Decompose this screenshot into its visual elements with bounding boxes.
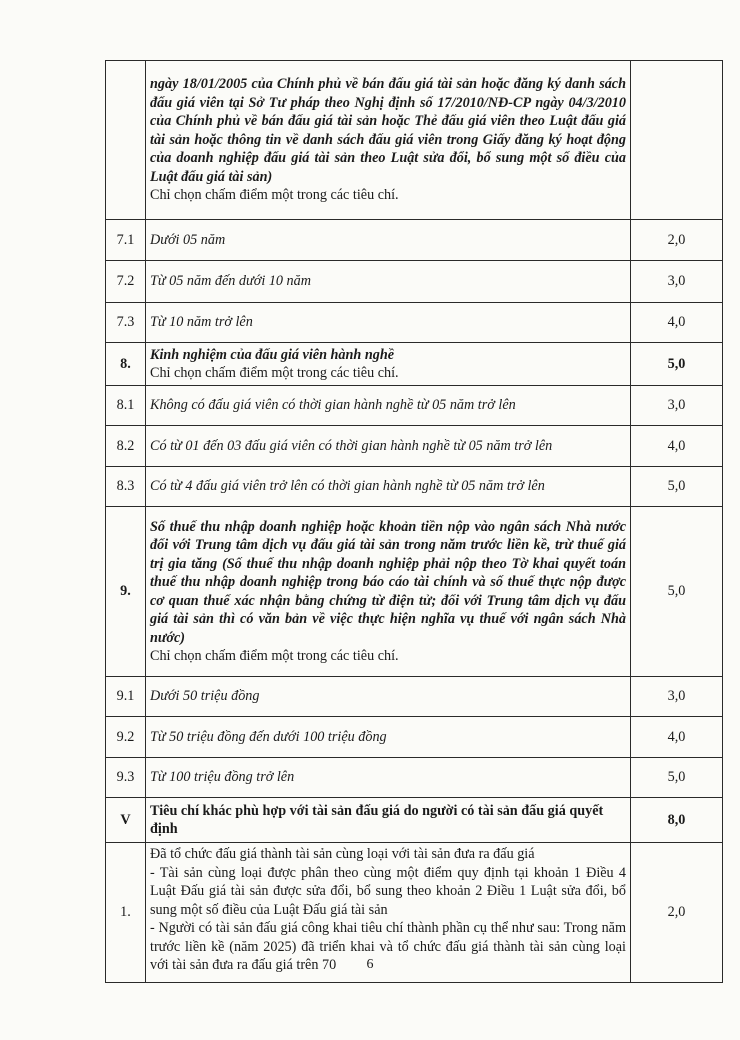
criterion-subitem: - Tài sản cùng loại được phân theo cùng một điểm quy định tại khoản 1 Điều 4 Luật Đấu giá tài sản được sửa đổi, bổ sung theo khoản 2 Điều 1 Luật sửa đổi, bổ sung một số điều của Luật Đấu giá tài sản	[150, 864, 626, 918]
table-row	[106, 758, 723, 798]
row-number: 7.1	[106, 220, 146, 261]
row-score: 3,0	[631, 386, 723, 426]
criterion-note: Chỉ chọn chấm điểm một trong các tiêu chí.	[150, 187, 399, 204]
table-row	[106, 798, 723, 843]
row-number: 9.2	[106, 717, 146, 758]
table-row	[106, 303, 723, 343]
criterion-text: Không có đấu giá viên có thời gian hành nghề từ 05 năm trở lên	[146, 386, 631, 426]
row-number: 8.3	[106, 467, 146, 507]
table-row	[106, 507, 723, 677]
criterion-text: Từ 05 năm đến dưới 10 năm	[146, 261, 631, 303]
row-number: 8.	[106, 343, 146, 386]
row-number: 1.	[106, 843, 146, 983]
row-score: 4,0	[631, 717, 723, 758]
criterion-text: Dưới 50 triệu đồng	[146, 677, 631, 717]
criterion-text: Dưới 05 năm	[146, 220, 631, 261]
row-score: 5,0	[631, 343, 723, 386]
criterion-text: Từ 50 triệu đồng đến dưới 100 triệu đồng	[146, 717, 631, 758]
criterion-note: Chỉ chọn chấm điểm một trong các tiêu chí.	[150, 648, 399, 664]
table-row	[106, 61, 723, 220]
row-number: 7.2	[106, 261, 146, 303]
criterion-subitem: - Người có tài sản đấu giá công khai tiêu chí thành phần cụ thể như sau: Trong năm trước liền kề (năm 2025) đã triển khai và tổ chức đấu giá thành tài sản cùng loại với tài sản đưa ra đấu giá trên 70	[150, 920, 626, 973]
criterion-text: Tiêu chí khác phù hợp với tài sản đấu giá do người có tài sản đấu giá quyết định	[146, 798, 631, 843]
row-score: 5,0	[631, 758, 723, 798]
row-number: 8.2	[106, 426, 146, 467]
table-row	[106, 677, 723, 717]
criterion-text: Có từ 01 đến 03 đấu giá viên có thời gian hành nghề từ 05 năm trở lên	[146, 426, 631, 467]
row-score	[631, 61, 723, 220]
row-number: V	[106, 798, 146, 843]
page-number: 6	[366, 957, 374, 972]
row-score: 2,0	[631, 843, 723, 983]
criterion-text: Đã tổ chức đấu giá thành tài sản cùng loại với tài sản đưa ra đấu giá	[150, 846, 535, 862]
row-score: 4,0	[631, 303, 723, 343]
criteria-table	[105, 60, 723, 983]
row-score: 8,0	[631, 798, 723, 843]
row-score: 3,0	[631, 261, 723, 303]
row-content	[146, 343, 631, 386]
row-score: 3,0	[631, 677, 723, 717]
criterion-text: Từ 10 năm trở lên	[146, 303, 631, 343]
row-score: 5,0	[631, 507, 723, 677]
row-number: 7.3	[106, 303, 146, 343]
criterion-note: Chỉ chọn chấm điểm một trong các tiêu chí.	[150, 365, 399, 381]
row-score: 2,0	[631, 220, 723, 261]
table-row	[106, 261, 723, 303]
criterion-text: ngày 18/01/2005 của Chính phủ về bán đấu giá tài sản hoặc đăng ký danh sách đấu giá viên tại Sở Tư pháp theo Nghị định số 17/2010/NĐ-CP ngày 04/3/2010 của Chính phủ về bán đấu giá tài sản hoặc Thẻ đấu giá viên theo Luật đấu giá tài sản hoặc thông tin về danh sách đấu giá viên trong Giấy đăng ký hoạt động của doanh nghiệp đấu giá tài sản theo Luật sửa đổi, bổ sung một số điều của Luật đấu giá tài sản)	[150, 76, 626, 185]
table-row	[106, 717, 723, 758]
table-row	[106, 426, 723, 467]
criterion-text: Số thuế thu nhập doanh nghiệp hoặc khoản tiền nộp vào ngân sách Nhà nước đối với Trung tâm dịch vụ đấu giá tài sản trong năm trước liền kề, trừ thuế giá trị gia tăng (Số thuế thu nhập doanh nghiệp phải nộp theo Tờ khai quyết toán thuế thu nhập doanh nghiệp trong báo cáo tài chính và số thuế thực nộp được cơ quan thuế xác nhận bằng chứng từ điện tử; đối với Trung tâm dịch vụ đấu giá tài sản thì có văn bản về việc thực hiện nghĩa vụ thuế với ngân sách Nhà nước)	[150, 518, 626, 646]
criterion-text: Kinh nghiệm của đấu giá viên hành nghề	[150, 346, 395, 363]
row-number: 9.	[106, 507, 146, 677]
row-number: 9.1	[106, 677, 146, 717]
table-row	[106, 386, 723, 426]
row-number	[106, 61, 146, 220]
criterion-text: Từ 100 triệu đồng trở lên	[146, 758, 631, 798]
table-row	[106, 343, 723, 386]
row-number: 9.3	[106, 758, 146, 798]
row-number: 8.1	[106, 386, 146, 426]
row-score: 5,0	[631, 467, 723, 507]
table-row	[106, 220, 723, 261]
criterion-text: Có từ 4 đấu giá viên trở lên có thời gian hành nghề từ 05 năm trở lên	[146, 467, 631, 507]
table-row	[106, 467, 723, 507]
row-content	[146, 507, 631, 677]
row-content	[146, 61, 631, 220]
row-score: 4,0	[631, 426, 723, 467]
